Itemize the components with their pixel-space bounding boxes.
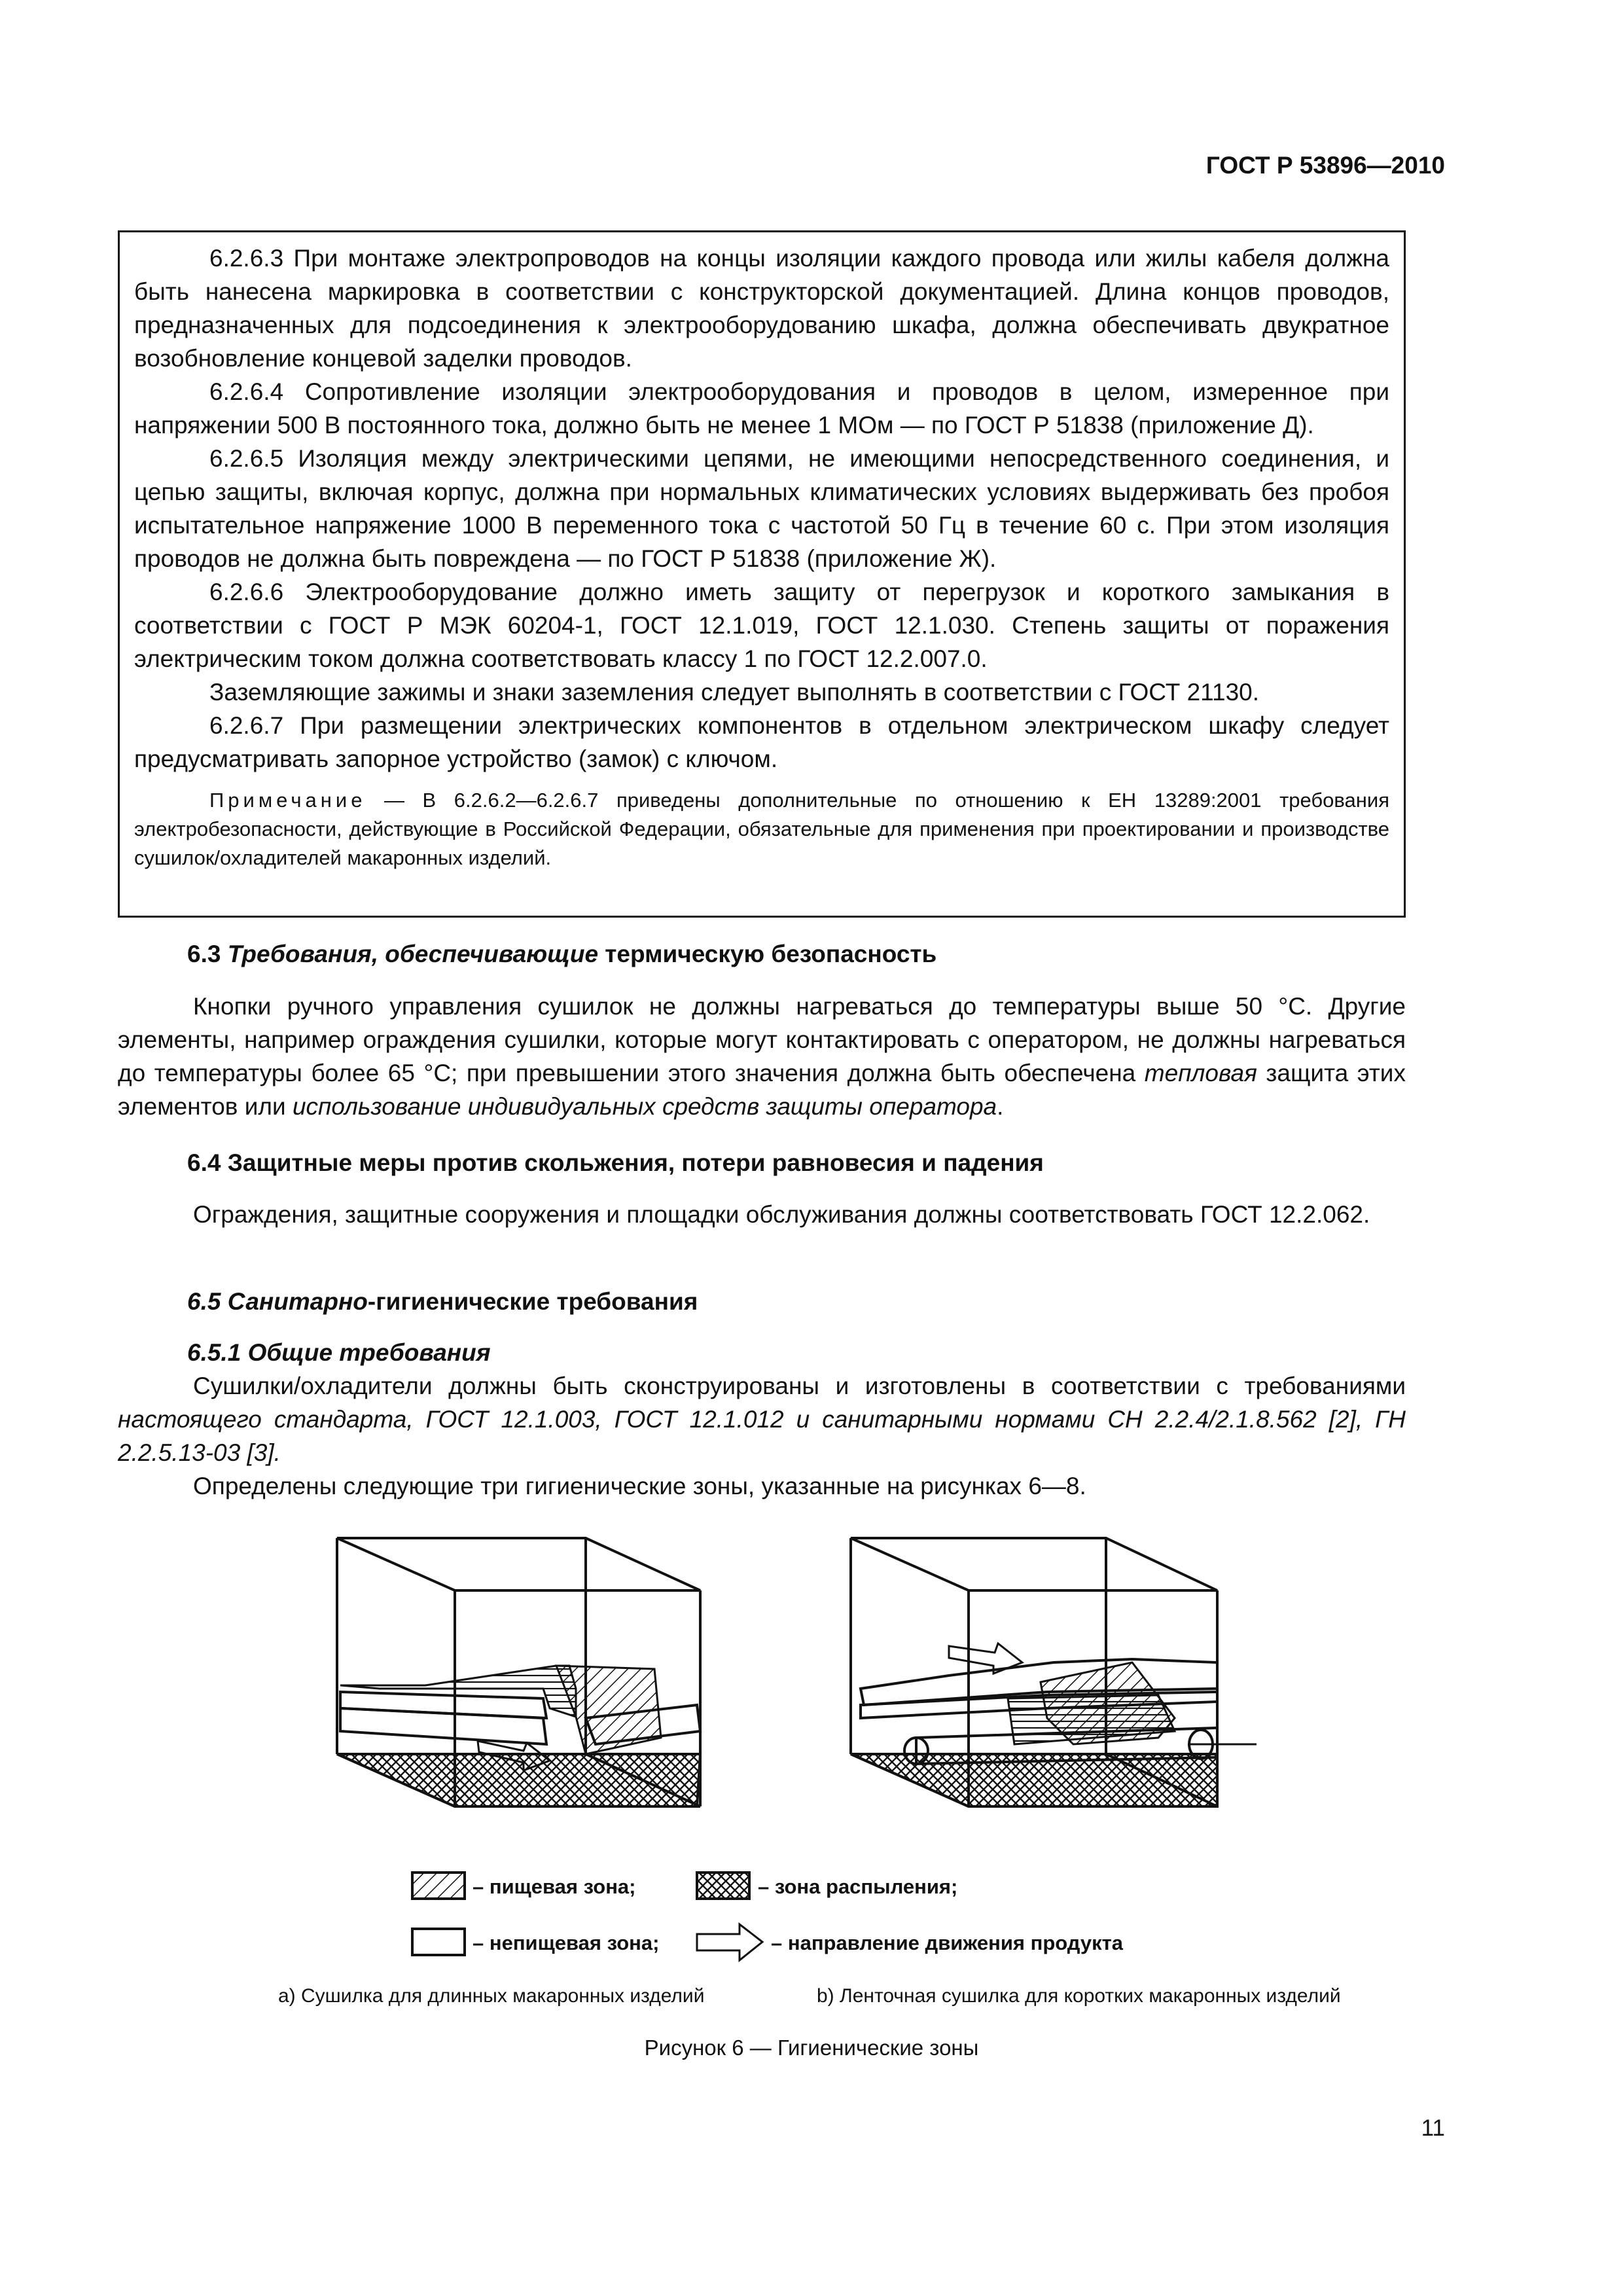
text-6-3-italic-2: использование индивидуальных средств защиты оператора bbox=[292, 1093, 997, 1120]
paragraph-6-2-6-5: 6.2.6.5 Изоляция между электрическими цепями, не имеющими непосредственного соединения, и цепью защиты, включая корпус, должна при нормальных климатических условиях выдерживать без пробоя испытательное напряжение 1000 В переменного тока с частотой 50 Гц в течение 60 с. При этом изоляция проводов не должна быть повреждена — по ГОСТ Р 51838 (приложение Ж). bbox=[134, 445, 1389, 572]
section-6-4-body bbox=[118, 1198, 1406, 1231]
legend-nonfood-zone-swatch bbox=[412, 1929, 465, 1955]
heading-6-4: 6.4 Защитные меры против скольжения, потери равновесия и падения bbox=[187, 1149, 1044, 1176]
paragraph-6-4: Ограждения, защитные сооружения и площадки обслуживания должны соответствовать ГОСТ 12.2.062. bbox=[193, 1201, 1370, 1228]
section-6-3-body bbox=[118, 990, 1406, 1123]
text-6-5-1-italic: настоящего стандарта, ГОСТ 12.1.003, ГОСТ 12.1.012 и санитарными нормами СН 2.2.4/2.1.8.562 [2], ГН 2.2.5.13-03 [3]. bbox=[118, 1406, 1406, 1466]
heading-6-5 bbox=[187, 1288, 698, 1316]
paragraph-6-2-6-7: 6.2.6.7 При размещении электрических компонентов в отдельном электрическом шкафу следует предусматривать запорное устройство (замок) с ключом. bbox=[134, 712, 1389, 772]
heading-6-5-1: 6.5.1 Общие требования bbox=[187, 1339, 491, 1366]
boxed-section bbox=[118, 230, 1406, 918]
paragraph-6-3 bbox=[118, 990, 1406, 1123]
figure-a-cabinet bbox=[337, 1538, 700, 1806]
note bbox=[134, 786, 1389, 872]
text-6-3-b: защита этих элементов или bbox=[118, 1060, 1406, 1120]
heading-6-3-rest: термическую безопасность bbox=[598, 941, 937, 967]
heading-6-5-italic: 6.5 Санитарно bbox=[187, 1288, 368, 1315]
legend-spray-zone-swatch bbox=[697, 1873, 749, 1899]
figure-hygienic-zones bbox=[327, 1528, 1257, 1973]
paragraph-grounding: Заземляющие зажимы и знаки заземления следует выполнять в соответствии с ГОСТ 21130. bbox=[209, 679, 1260, 706]
paragraph-zones: Определены следующие три гигиенические зоны, указанные на рисунках 6—8. bbox=[193, 1473, 1086, 1499]
figure-b-cabinet bbox=[851, 1538, 1257, 1806]
figure-caption: Рисунок 6 — Гигиенические зоны bbox=[644, 2036, 979, 2060]
text-6-3-italic-1: тепловая bbox=[1144, 1060, 1257, 1086]
paragraph-6-2-6-6: 6.2.6.6 Электрооборудование должно иметь защиту от перегрузок и короткого замыкания в соответствии с ГОСТ Р МЭК 60204-1, ГОСТ 12.1.019, ГОСТ 12.1.030. Степень защиты от поражения электрическим током должна соответствовать классу 1 по ГОСТ 12.2.007.0. bbox=[134, 579, 1389, 672]
note-label: Примечание bbox=[209, 789, 366, 812]
heading-6-3-number: 6.3 bbox=[187, 941, 221, 967]
heading-6-3-italic: Требования, обеспечивающие bbox=[227, 941, 599, 967]
legend-food-zone-swatch bbox=[412, 1873, 465, 1899]
paragraph-6-2-6-3: 6.2.6.3 При монтаже электропроводов на концы изоляции каждого провода или жилы кабеля должна быть нанесена маркировка в соответствии с конструкторской документацией. Длина концов проводов, предназначенных для подсоединения к электрооборудованию шкафа, должна обеспечивать двукратное возобновление концевой заделки проводов. bbox=[134, 245, 1389, 372]
figure-a-caption: а) Сушилка для длинных макаронных изделий bbox=[278, 1985, 705, 2007]
text-6-3-c: . bbox=[997, 1093, 1004, 1120]
paragraph-6-2-6-4: 6.2.6.4 Сопротивление изоляции электрооборудования и проводов в целом, измеренное при напряжении 500 В постоянного тока, должно быть не менее 1 МОм — по ГОСТ Р 51838 (приложение Д). bbox=[134, 378, 1389, 439]
heading-6-5-rest: -гигиенические требования bbox=[367, 1288, 698, 1315]
note-text: — В 6.2.6.2—6.2.6.7 приведены дополнительные по отношению к ЕН 13289:2001 требования электробезопасности, действующие в Российской Федерации, обязательные для применения при проектировании и производстве сушилок/охладителей макаронных изделий. bbox=[134, 789, 1389, 869]
legend-direction-arrow-icon bbox=[697, 1924, 762, 1960]
text-6-3-a: Кнопки ручного управления сушилок не должны нагреваться до температуры выше 50 °С. Другие элементы, например ограждения сушилки, которые могут контактировать с оператором, не должны нагреваться до температуры более 65 °С; при превышении этого значения должна быть обеспечена bbox=[118, 993, 1406, 1086]
legend-direction-label: – направление движения продукта bbox=[771, 1931, 1124, 1954]
page-number: 11 bbox=[1421, 2115, 1445, 2141]
heading-6-3 bbox=[187, 941, 936, 968]
text-6-5-1-a: Сушилки/охладители должны быть сконструированы и изготовлены в соответствии с требованиями bbox=[193, 1372, 1406, 1399]
legend-nonfood-zone-label: – непищевая зона; bbox=[473, 1931, 660, 1954]
legend-spray-zone-label: – зона распыления; bbox=[758, 1875, 958, 1898]
section-6-5-1-body bbox=[118, 1369, 1406, 1503]
figure-b-caption: b) Ленточная сушилка для коротких макаронных изделий bbox=[817, 1985, 1341, 2007]
paragraph-6-5-1 bbox=[118, 1369, 1406, 1469]
legend-food-zone-label: – пищевая зона; bbox=[473, 1875, 636, 1898]
document-number: ГОСТ Р 53896—2010 bbox=[1205, 152, 1445, 179]
